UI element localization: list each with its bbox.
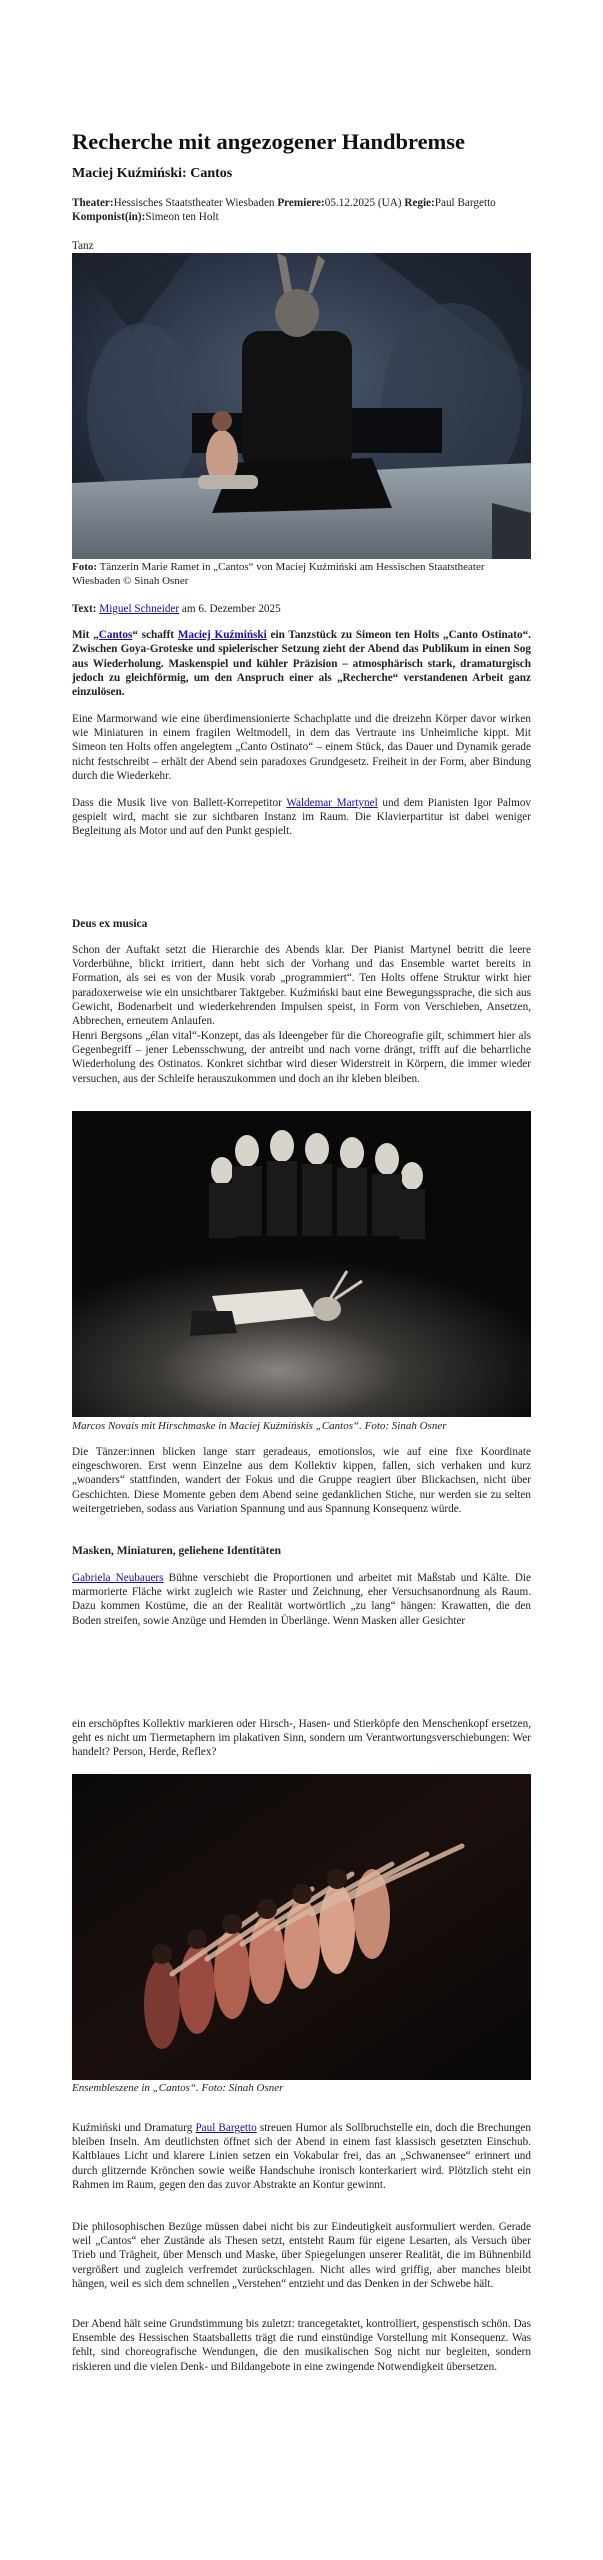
subtitle-block xyxy=(72,165,531,183)
ensemble-photo-image xyxy=(72,1774,531,2080)
paragraph-6-text: Bühne verschiebt die Proportionen und arbeitet mit Maßstab und Kälte. Die marmorierte Fläche wirkt zugleich wie Raster und Zeichnung, eher Versuchsanordnung als Raum. Dazu kommen Kostüme, die an der Realität wortwörtlich „zu lang“ hängen: Krawatten, die den Boden streifen, sowie Anzüge und Hemden in Überlänge. Wenn Masken aller Gesichter xyxy=(72,1572,531,1627)
paragraph-9-text: Der Abend hält seine Grundstimmung bis zuletzt: trancegetaktet, kontrolliert, gespenstisch schön. Das Ensemble des Hessischen Staatsballetts trägt die rund einstündige Vorstellung mit Konsequenz. Was fehlt, sind choreografische Wendungen, die den musikalischen Sog nicht nur begleiten, sondern riskieren und die vielen Denk- und Bildangebote in eine zwingende Notwendigkeit übersetzen. xyxy=(72,2318,531,2373)
lead-text-3: ein Tanzstück zu Simeon ten Holts „Canto Ostinato“. Zwischen Goya-Groteske und spielerischer Setzung zieht der Abend das Publikum in einen Sog aus Wiederholung. Maskenspiel und kühler Präzision – atmosphärisch stark, dramaturgisch jedoch zu gleichförmig, um den Anspruch einer als „Recherche“ verstandenen Arbeit ganz einzulösen. xyxy=(72,629,531,699)
hero-photo-caption xyxy=(72,560,531,588)
page-subtitle: Maciej Kuźmiński: Cantos xyxy=(72,166,233,181)
premiere-label: Premiere: xyxy=(277,197,325,209)
paragraph-2-text-2: und dem Pianisten Igor Palmov gespielt wird, macht sie zur sichtbaren Instanz im Raum. Die Klavierpartitur ist dabei weniger Begleitung als Motor und auf den Punkt gespielt. xyxy=(72,797,531,838)
author-link[interactable]: Miguel Schneider xyxy=(99,603,180,615)
theater-value: Hessisches Staatstheater Wiesbaden xyxy=(113,197,275,209)
kuzminski-link[interactable]: Maciej Kuźmiński xyxy=(177,629,267,641)
section-heading-masken: Masken, Miniaturen, geliehene Identitäten xyxy=(72,1545,282,1557)
paragraph-3 xyxy=(72,943,531,1028)
paragraph-2-text-1: Dass die Musik live von Ballett-Korrepetitor xyxy=(72,797,287,809)
caption-label: Foto: xyxy=(72,561,98,573)
paragraph-4 xyxy=(72,1029,531,1086)
cantos-link[interactable]: Cantos xyxy=(98,629,133,641)
ensemble-photo xyxy=(72,1774,531,2080)
deer-mask-photo-image xyxy=(72,1111,531,1417)
byline-label: Text: xyxy=(72,603,97,615)
paragraph-6 xyxy=(72,1571,531,1628)
byline xyxy=(72,602,531,616)
section-heading-deus-ex-musica: Deus ex musica xyxy=(72,918,148,930)
paragraph-2 xyxy=(72,796,531,839)
paragraph-3-text: Schon der Auftakt setzt die Hierarchie des Abends klar. Der Pianist Martynel betritt die leere Vorderbühne, blickt irritiert, dann hebt sich der Vorhang und das Ensemble wartet bereits in Formation, als sei es von der Musik vorab „programmiert“. Ten Holts offene Struktur wirkt hier paradoxerweise wie ein unsichtbarer Taktgeber. Kuźmiński baut eine Bewegungssprache, die sich aus Gewicht, Bodenarbeit und wiederkehrenden Impulsen speist, in Form von Verschieben, Ansetzen, Abbrechen, erneutem Anlaufen. xyxy=(72,944,531,1028)
paragraph-9 xyxy=(72,2317,531,2374)
neubauer-link[interactable]: Gabriela Neubauers xyxy=(72,1572,164,1584)
hero-photo-image xyxy=(72,253,531,559)
paragraph-7 xyxy=(72,2121,531,2192)
bargetto-link[interactable]: Paul Bargetto xyxy=(195,2122,257,2134)
regie-value: Paul Bargetto xyxy=(434,197,496,209)
production-meta xyxy=(72,196,531,224)
komponist-label: Komponist(in): xyxy=(72,211,146,224)
article-header xyxy=(72,128,531,156)
regie-label: Regie: xyxy=(404,197,435,209)
theater-label: Theater: xyxy=(72,197,114,209)
paragraph-4-text: Henri Bergsons „élan vital“-Konzept, das als Ideengeber für die Choreografie gilt, schimmert hier als Gegenbegriff – jener Lebensschwung, der antreibt und nach vorne drängt, trifft auf die beharrliche Wiederholung des Ostinatos. Konkret sichtbar wird dieser Widerstreit in Körpern, die immer wieder versuchen, aus der Schleife herauszukommen und doch an ihr kleben bleiben. xyxy=(72,1030,531,1085)
category-label: Tanz xyxy=(72,240,94,252)
lead-text-2: “ schafft xyxy=(132,629,178,641)
deer-mask-caption: Marcos Novais mit Hirschmaske in Maciej Kuźmińskis „Cantos“. Foto: Sinah Osner xyxy=(72,1420,447,1432)
paragraph-6b-text: ein erschöpftes Kollektiv markieren oder Hirsch-, Hasen- und Stierköpfe den Menschenkopf ersetzen, geht es nicht um Tiermetaphern im plakativen Sinn, sondern um Verantwortungsverschiebungen: Wer handelt? Person, Herde, Reflex? xyxy=(72,1718,531,1759)
page-title: Recherche mit angezogener Handbremse xyxy=(72,129,466,154)
deer-mask-photo xyxy=(72,1111,531,1417)
lead-text-1: Mit „ xyxy=(72,629,99,641)
premiere-value: 05.12.2025 (UA) xyxy=(324,197,402,209)
paragraph-8-text: Die philosophischen Bezüge müssen dabei nicht bis zur Eindeutigkeit ausformuliert werden. Gerade weil „Cantos“ eher Zustände als Thesen setzt, entsteht Raum für eigene Lesarten, als Versuch über Trieb und Trägheit, über Mensch und Maske, über Spiegelungen unserer Realität, die im Bühnenbild vergrößert und zugleich verfremdet zurückschlagen. Nicht alles wird griffig, aber manches bleibt hängen, weil es sich dem schnellen „Verstehen“ entzieht und das Denken in der Schwebe hält. xyxy=(72,2221,531,2290)
paragraph-5-text: Die Tänzer:innen blicken lange starr geradeaus, emotionslos, wie auf eine fixe Koordinate eingeschworen. Erst wenn Einzelne aus dem Kollektiv kippen, fallen, sich verhaken und kurz „woanders“ stattfinden, wandert der Fokus und die Gruppe reagiert über Blickachsen, nicht über Geschichten. Diese Momente geben dem Abend seine gedanklichen Stiche, nur werden sie zu selten weitergetrieben, sodass aus Variation Spannung und aus Spannung Konsequenz würde. xyxy=(72,1446,531,1515)
paragraph-7-text-2: streuen Humor als Sollbruchstelle ein, doch die Brechungen bleiben Inseln. Am deutlichsten öffnet sich der Abend in einem fast klassisch gesetzten Einschub. Kaltblaues Licht und klarere Linien setzen ein Vokabular frei, das an „Schwanensee“ erinnert und durch glitzernde Krönchen sowie weiße Handschuhe ironisch konterkariert wird. Plötzlich steht ein Rahmen im Raum, gegen den das zuvor Abstrakte an Kontur gewinnt. xyxy=(72,2122,531,2191)
paragraph-6-continued xyxy=(72,1717,531,1760)
paragraph-5 xyxy=(72,1445,531,1516)
paragraph-8 xyxy=(72,2220,531,2291)
caption-text: Tänzerin Marie Ramet in „Cantos“ von Maciej Kuźmiński am Hessischen Staatstheater Wiesbaden © Sinah Osner xyxy=(72,561,485,587)
paragraph-1 xyxy=(72,712,531,783)
martynel-link[interactable]: Waldemar Martynel xyxy=(286,797,378,809)
lead-paragraph xyxy=(72,628,531,699)
komponist-value: Simeon ten Holt xyxy=(145,211,219,224)
paragraph-1-text: Eine Marmorwand wie eine überdimensionierte Schachplatte und die dreizehn Körper davor wirken wie Miniaturen in einem fragilen Weltmodell, in dem das Vertraute ins Unheimliche kippt. Mit Simeon ten Holts offen angelegtem „Canto Ostinato“ – einem Stück, das Dauer und Dynamik gerade nicht festschreibt – erhält der Abend sein paradoxes Grundgesetz. Freiheit in der Form, aber Bindung durch die Wiederkehr. xyxy=(72,713,531,782)
paragraph-7-text-1: Kuźmiński und Dramaturg xyxy=(72,2122,196,2134)
byline-date: am 6. Dezember 2025 xyxy=(181,603,281,615)
hero-photo xyxy=(72,253,531,559)
ensemble-caption: Ensembleszene in „Cantos“. Foto: Sinah Osner xyxy=(72,2082,284,2094)
